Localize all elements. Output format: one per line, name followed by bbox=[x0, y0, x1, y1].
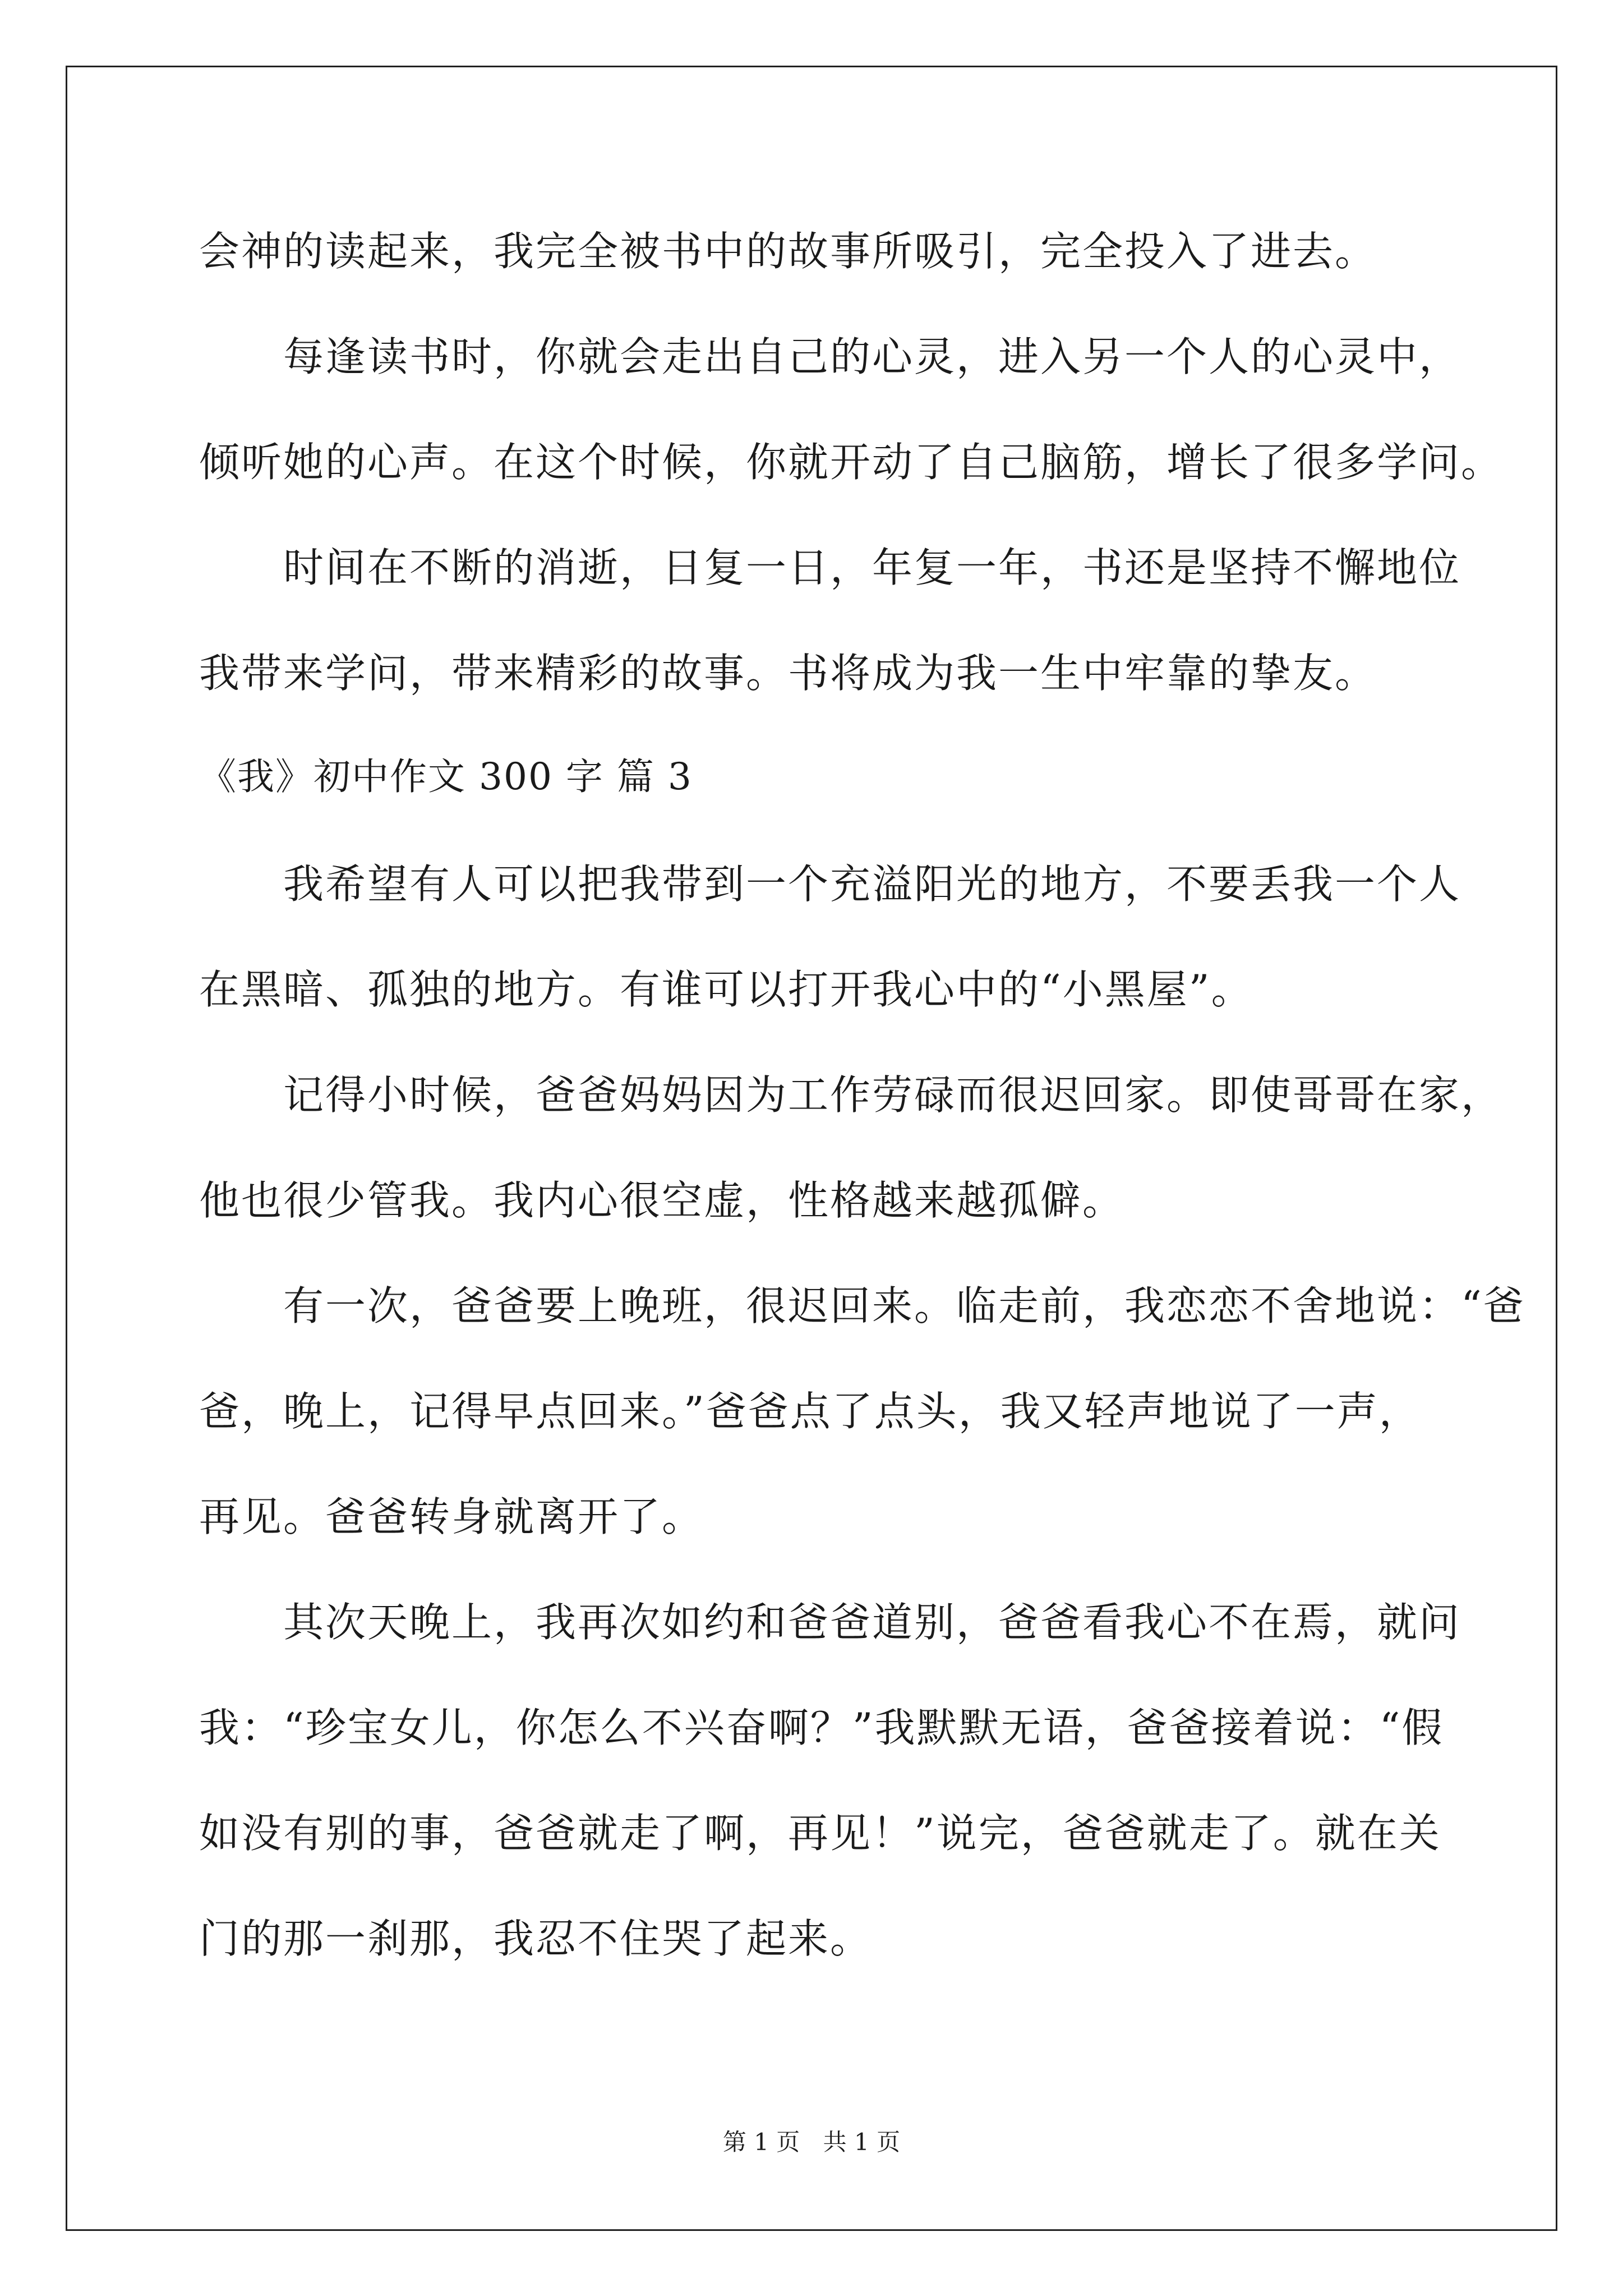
text-line: 倾听她的心声。在这个时候，你就开动了自己脑筋，增长了很多学问。 bbox=[199, 439, 1504, 486]
text-line: 在黑暗、孤独的地方。有谁可以打开我心中的“小黑屋”。 bbox=[199, 966, 1253, 1013]
paragraph-start-line: 每逢读书时，你就会走出自己的心灵，进入另一个人的心灵中， bbox=[283, 333, 1461, 380]
paragraph-start-line: 时间在不断的消逝，日复一日，年复一年，书还是坚持不懈地位 bbox=[283, 544, 1461, 591]
page-total: 共 1 页 bbox=[823, 2128, 901, 2156]
section-heading: 《我》初中作文 300 字 篇 3 bbox=[199, 755, 693, 798]
text-line: 门的那一刹那，我忍不住哭了起来。 bbox=[199, 1915, 873, 1962]
text-line: 爸，晚上，记得早点回来。”爸爸点了点头，我又轻声地说了一声， bbox=[199, 1388, 1421, 1435]
text-line: 我：“珍宝女儿，你怎么不兴奋啊？”我默默无语，爸爸接着说：“假 bbox=[199, 1704, 1444, 1751]
paragraph-start-line: 我希望有人可以把我带到一个充溢阳光的地方，不要丢我一个人 bbox=[283, 861, 1461, 908]
page-border bbox=[66, 66, 1557, 2231]
text-line: 他也很少管我。我内心很空虚，性格越来越孤僻。 bbox=[199, 1177, 1125, 1224]
text-line: 如没有别的事，爸爸就走了啊，再见！”说完，爸爸就走了。就在关 bbox=[199, 1810, 1441, 1857]
text-line: 会神的读起来，我完全被书中的故事所吸引，完全投入了进去。 bbox=[199, 228, 1377, 275]
text-line: 我带来学问，带来精彩的故事。书将成为我一生中牢靠的挚友。 bbox=[199, 650, 1377, 697]
text-line: 再见。爸爸转身就离开了。 bbox=[199, 1493, 704, 1540]
paragraph-start-line: 其次天晚上，我再次如约和爸爸道别，爸爸看我心不在焉，就问 bbox=[283, 1599, 1461, 1646]
page-footer bbox=[0, 2128, 1623, 2156]
paragraph-start-line: 记得小时候，爸爸妈妈因为工作劳碌而很迟回家。即使哥哥在家， bbox=[283, 1071, 1504, 1119]
paragraph-start-line: 有一次，爸爸要上晚班，很迟回来。临走前，我恋恋不舍地说：“爸 bbox=[283, 1282, 1525, 1329]
page-number: 第 1 页 bbox=[722, 2128, 800, 2156]
